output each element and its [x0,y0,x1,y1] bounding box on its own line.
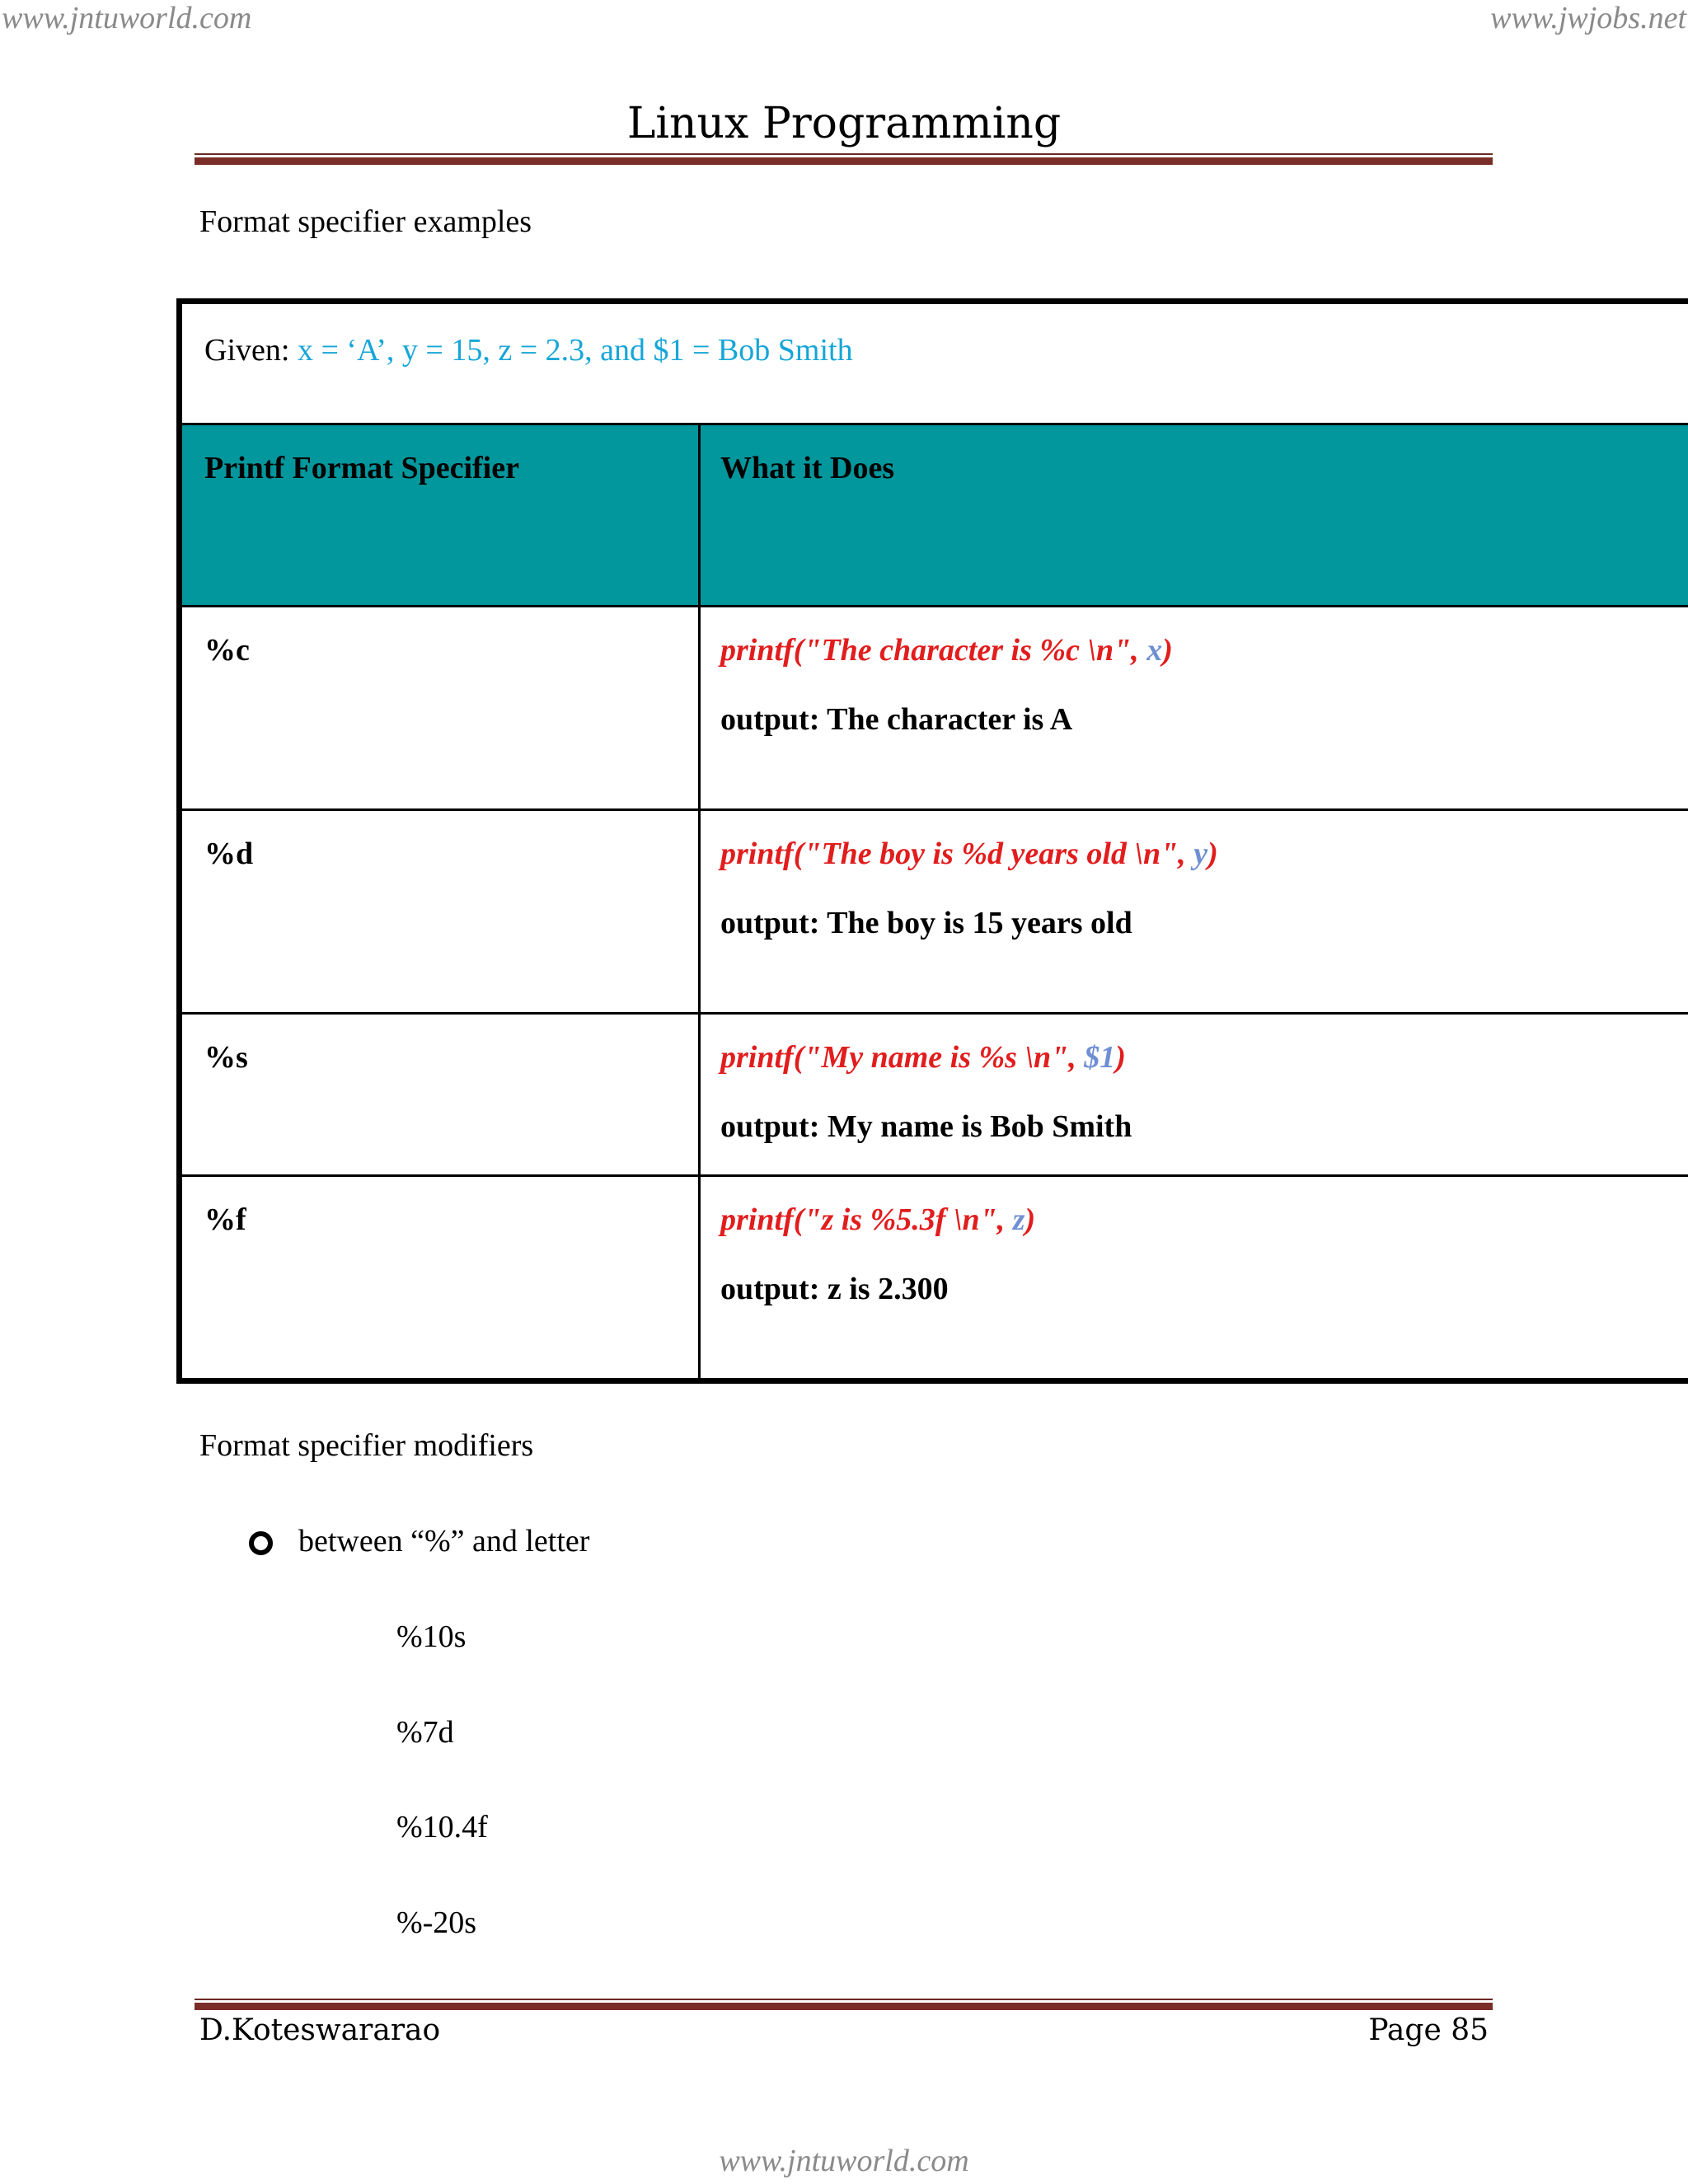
bullet-text: between “%” and letter [298,1524,590,1558]
code-example: printf("The boy is %d years old \n", y) [720,837,1218,871]
modifier-example: %7d [396,1715,454,1750]
specifier-cell: %d [204,837,254,871]
section-heading-examples: Format specifier examples [199,204,532,239]
output-text: output: The boy is 15 years old [720,906,1132,940]
output-text: output: My name is Bob Smith [720,1109,1132,1144]
format-specifier-table [176,298,1688,1384]
column-header-description: What it Does [720,451,895,485]
code-example: printf("The character is %c \n", x) [720,633,1173,668]
modifier-example: %10s [396,1619,467,1654]
section-heading-modifiers: Format specifier modifiers [199,1428,534,1463]
code-example: printf("z is %5.3f \n", z) [720,1202,1036,1237]
page-number: Page 85 [1368,2013,1489,2047]
column-header-specifier: Printf Format Specifier [204,451,519,485]
given-values: x = ‘A’, y = 15, z = 2.3, and $1 = Bob Smith [297,333,853,368]
specifier-cell: %f [204,1202,246,1237]
modifier-example: %-20s [396,1905,477,1940]
header-rule [195,153,1493,165]
watermark-top-right: www.jwjobs.net [1490,1,1686,35]
code-argument: $1 [1084,1040,1116,1075]
hollow-circle-bullet-icon [249,1531,273,1555]
table-row [180,810,1688,1014]
modifier-example: %10.4f [396,1810,488,1844]
footer-rule [195,1999,1493,2010]
code-example: printf("My name is %s \n", $1) [720,1040,1126,1075]
page-title: Linux Programming [626,99,1062,148]
footer-author: D.Koteswararao [199,2013,441,2047]
output-text: output: The character is A [720,702,1073,737]
code-argument: y [1193,837,1208,871]
table-row [180,607,1688,810]
watermark-bottom: www.jntuworld.com [719,2144,969,2178]
specifier-cell: %s [204,1040,248,1075]
code-argument: z [1012,1202,1025,1237]
watermark-top-left: www.jntuworld.com [2,1,252,35]
table-row [180,1176,1688,1381]
table-header-row [180,424,1688,607]
output-text: output: z is 2.300 [720,1272,949,1306]
table-given-row [180,302,1688,424]
given-label: Given: [204,333,290,368]
table-row [180,1014,1688,1176]
specifier-cell: %c [204,633,250,668]
code-argument: x [1146,633,1163,668]
